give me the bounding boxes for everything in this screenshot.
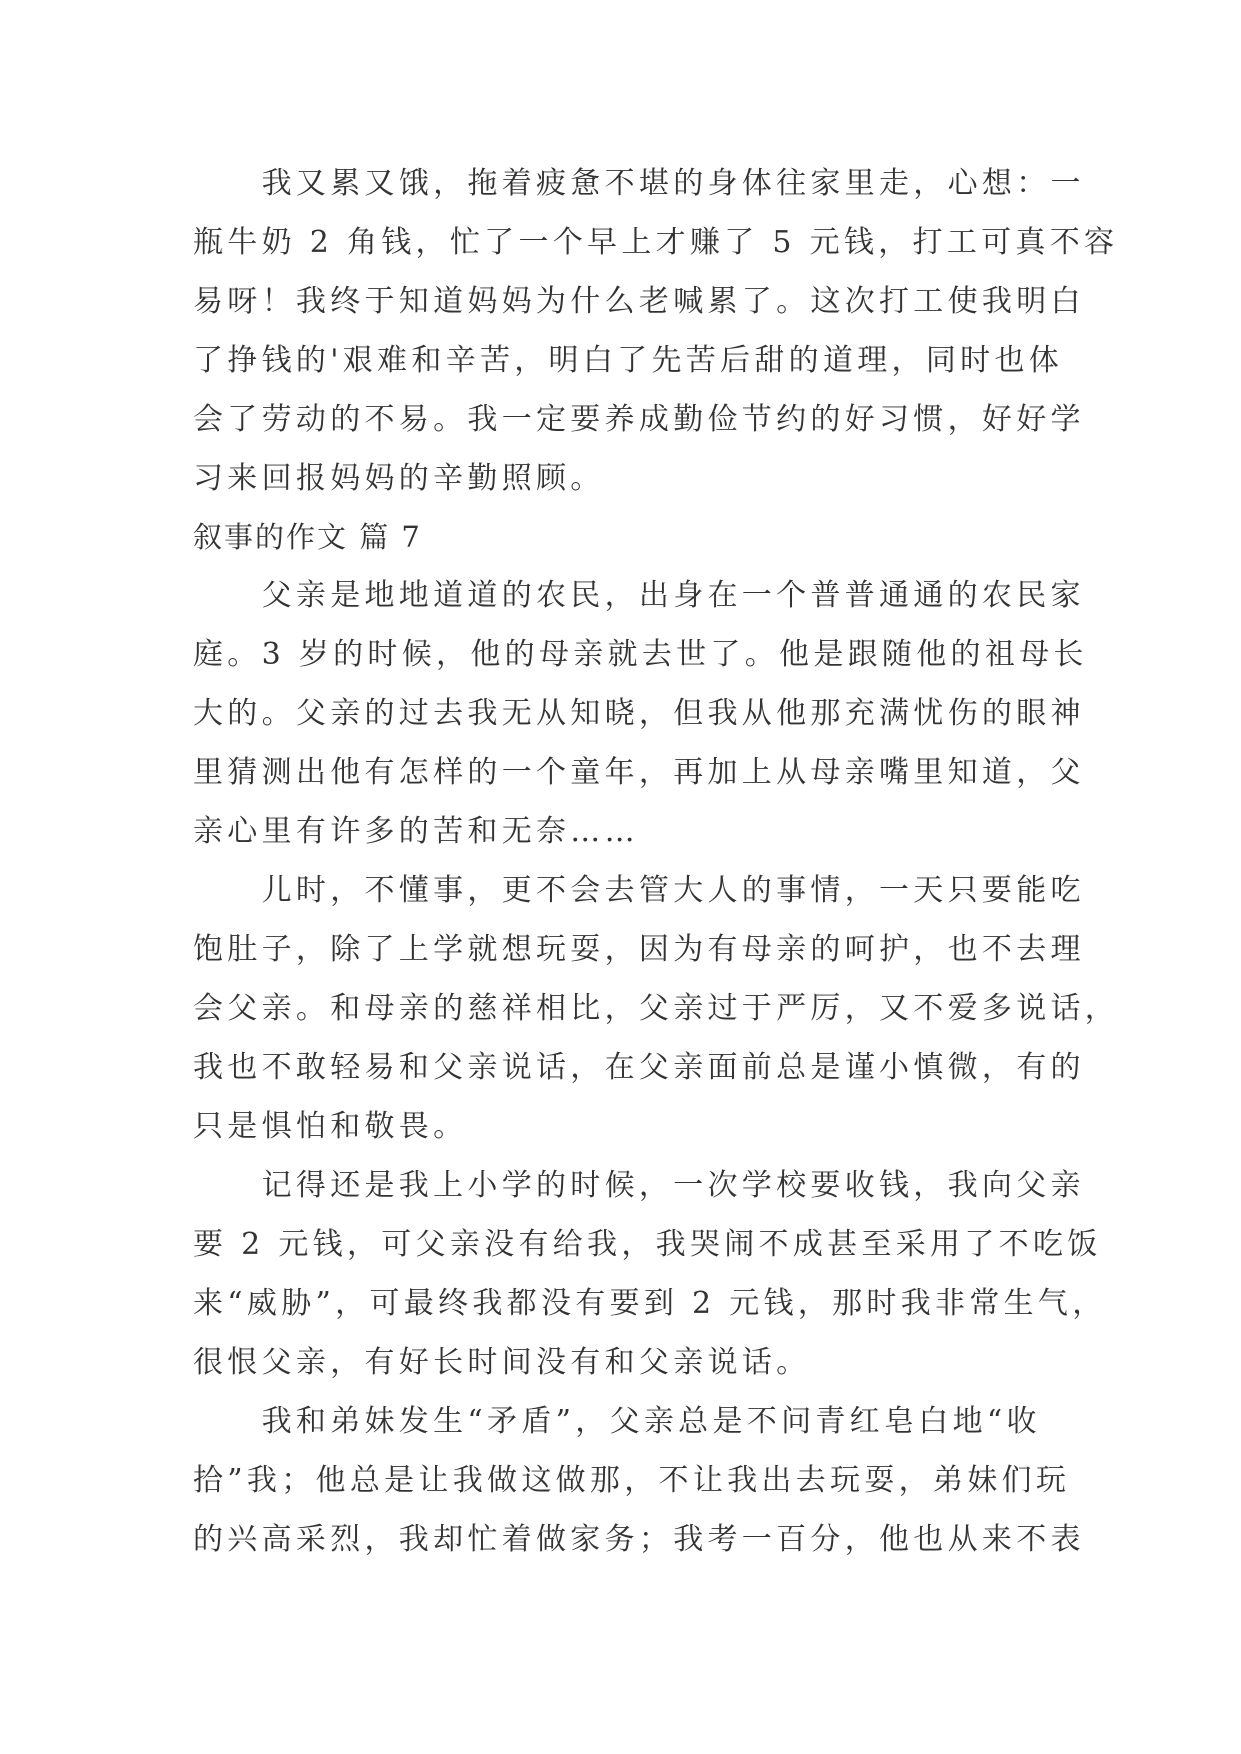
text-line: 大的。父亲的过去我无从知晓，但我从他那充满忧伤的眼神 bbox=[193, 696, 1085, 731]
text-line: 易呀！我终于知道妈妈为什么老喊累了。这次打工使我明白 bbox=[193, 284, 1085, 319]
text-line: 会父亲。和母亲的慈祥相比，父亲过于严厉，又不爱多说话， bbox=[193, 991, 1120, 1026]
text-line: 父亲是地地道道的农民，出身在一个普普通通的农民家 bbox=[193, 578, 1085, 613]
text-line: 亲心里有许多的苦和无奈…… bbox=[193, 814, 639, 849]
text-line: 只是惧怕和敬畏。 bbox=[193, 1109, 468, 1144]
text-line: 会了劳动的不易。我一定要养成勤俭节约的好习惯，好好学 bbox=[193, 402, 1085, 437]
text-line: 里猜测出他有怎样的一个童年，再加上从母亲嘴里知道，父 bbox=[193, 755, 1085, 790]
text-line: 我也不敢轻易和父亲说话，在父亲面前总是谨小慎微，有的 bbox=[193, 1050, 1085, 1085]
text-line: 瓶牛奶 2 角钱，忙了一个早上才赚了 5 元钱，打工可真不容 bbox=[193, 225, 1119, 260]
text-line: 的兴高采烈，我却忙着做家务；我考一百分，他也从来不表 bbox=[193, 1522, 1085, 1557]
text-line: 儿时，不懂事，更不会去管大人的事情，一天只要能吃 bbox=[193, 873, 1085, 908]
section-title: 叙事的作文 篇 7 bbox=[193, 520, 422, 554]
text-line: 习来回报妈妈的辛勤照顾。 bbox=[193, 461, 605, 496]
text-line: 饱肚子，除了上学就想玩耍，因为有母亲的呵护，也不去理 bbox=[193, 932, 1085, 967]
text-line: 很恨父亲，有好长时间没有和父亲说话。 bbox=[193, 1345, 811, 1380]
text-line: 拾”我；他总是让我做这做那，不让我出去玩耍，弟妹们玩 bbox=[193, 1463, 1071, 1498]
text-line: 了挣钱的'艰难和辛苦，明白了先苦后甜的道理，同时也体 bbox=[193, 343, 1064, 378]
text-line: 我又累又饿，拖着疲惫不堪的身体往家里走，心想：一 bbox=[193, 166, 1085, 201]
text-line: 来“威胁”，可最终我都没有要到 2 元钱，那时我非常生气， bbox=[193, 1286, 1107, 1321]
text-line: 记得还是我上小学的时候，一次学校要收钱，我向父亲 bbox=[193, 1168, 1085, 1203]
text-line: 庭。3 岁的时候，他的母亲就去世了。他是跟随他的祖母长 bbox=[193, 637, 1088, 672]
text-line: 要 2 元钱，可父亲没有给我，我哭闹不成甚至采用了不吃饭 bbox=[193, 1227, 1102, 1262]
text-line: 我和弟妹发生“矛盾”，父亲总是不问青红皂白地“收 bbox=[193, 1404, 1041, 1439]
